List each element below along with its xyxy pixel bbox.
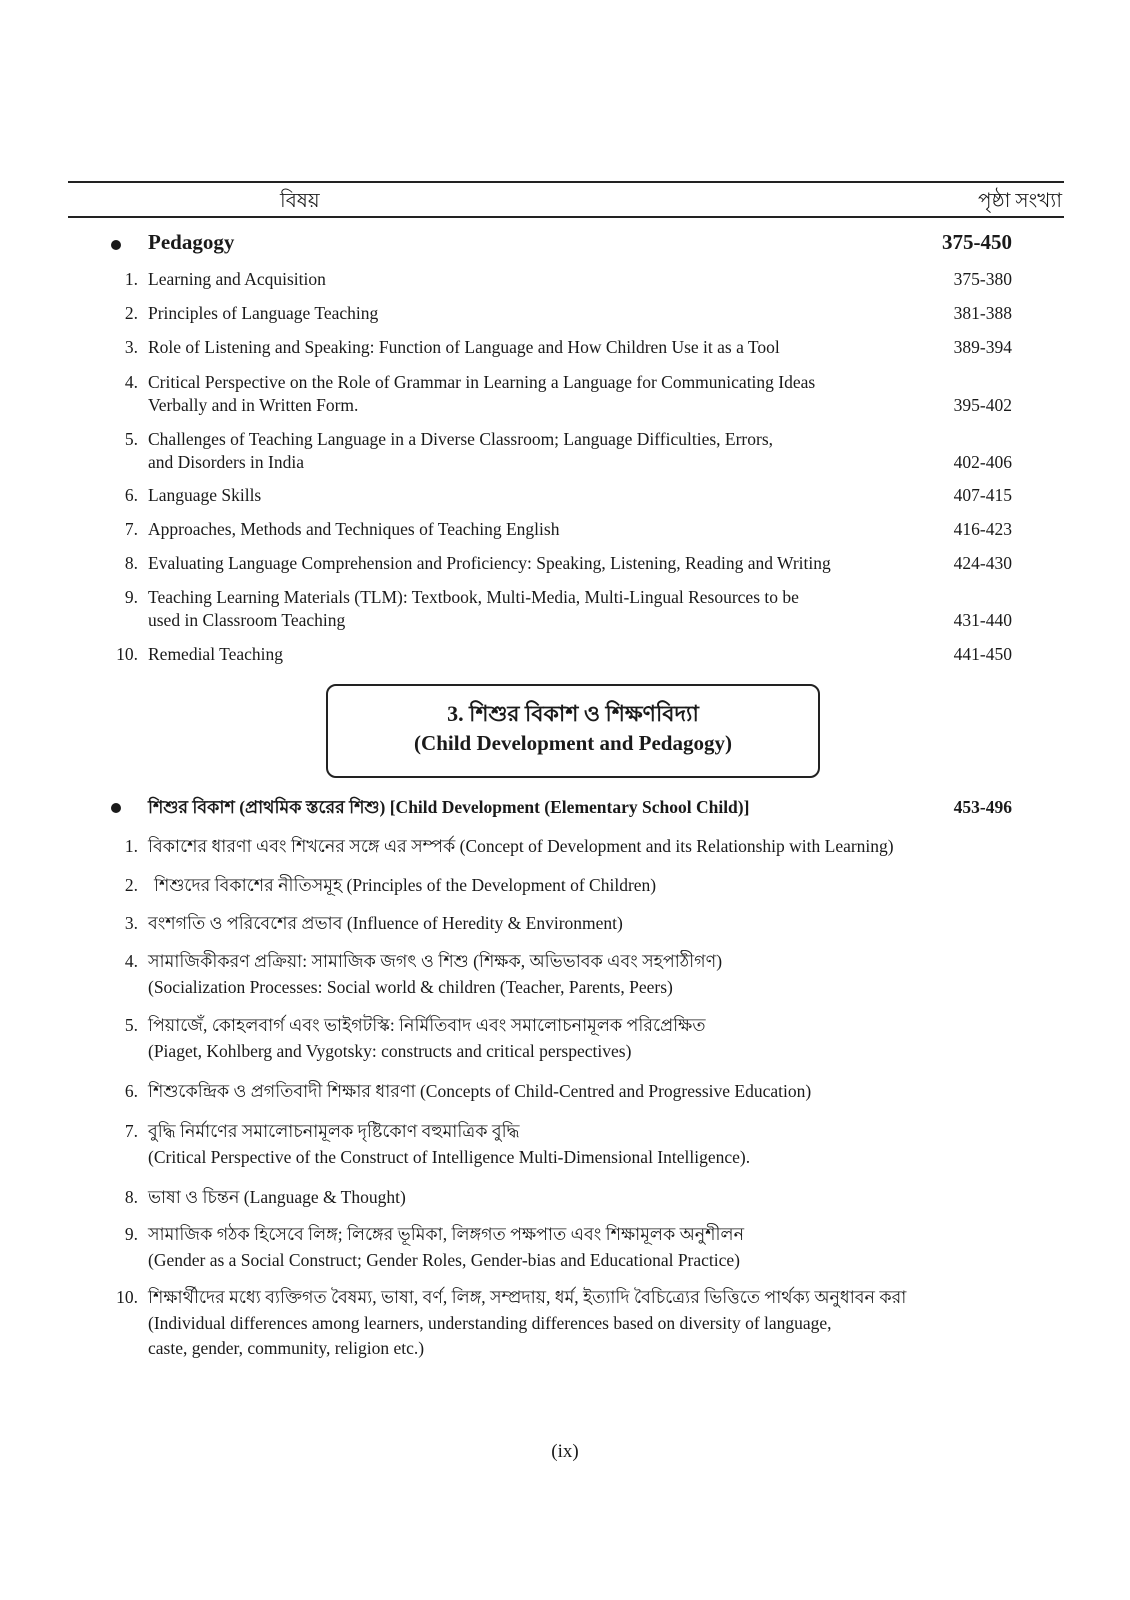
item-title-line-3: caste, gender, community, religion etc.) bbox=[148, 1338, 425, 1358]
item-title: Learning and Acquisition bbox=[148, 269, 326, 289]
item-title: শিশুদের বিকাশের নীতিসমূহ (Principles of the Development of Children) bbox=[154, 875, 657, 895]
item-title-line-1: সামাজিকীকরণ প্রক্রিয়া: সামাজিক জগৎ ও শিশু (শিক্ষক, অভিভাবক এবং সহপাঠীগণ) bbox=[148, 951, 723, 971]
item-number: 10. bbox=[116, 644, 138, 664]
bullet-icon bbox=[111, 803, 121, 813]
item-pages: 416-423 bbox=[953, 519, 1012, 539]
item-pages: 407-415 bbox=[953, 485, 1012, 505]
toc-item bbox=[108, 950, 1012, 1000]
top-rule bbox=[68, 181, 1064, 183]
item-title-line-2: used in Classroom Teaching bbox=[148, 610, 346, 630]
item-title: Role of Listening and Speaking: Function of Language and How Children Use it as a Tool bbox=[148, 337, 780, 357]
item-title-line-2: (Socialization Processes: Social world & children (Teacher, Parents, Peers) bbox=[148, 977, 673, 997]
item-title-line-1: শিক্ষার্থীদের মধ্যে ব্যক্তিগত বৈষম্য, ভাষা, বর্ণ, লিঙ্গ, সম্প্রদায়, ধর্ম, ইত্যাদি বৈচিত্র্যের ভিত্তিতে পার্থক্য অনুধাবন করা bbox=[148, 1287, 907, 1307]
toc-item bbox=[108, 1014, 1012, 1064]
item-title: Remedial Teaching bbox=[148, 644, 284, 664]
toc-item bbox=[108, 371, 1012, 417]
toc-item bbox=[108, 1223, 1012, 1273]
item-title-line-2: and Disorders in India bbox=[148, 452, 305, 472]
section-pedagogy-heading bbox=[108, 231, 1012, 259]
item-pages: 441-450 bbox=[953, 644, 1012, 664]
item-title-line-2: (Critical Perspective of the Construct of Intelligence Multi-Dimensional Intelligence). bbox=[148, 1147, 751, 1167]
item-number: 9. bbox=[124, 1224, 138, 1244]
item-pages: 431-440 bbox=[953, 610, 1012, 630]
item-number: 4. bbox=[124, 951, 138, 971]
item-number: 9. bbox=[124, 587, 138, 607]
section-pages: 453-496 bbox=[953, 797, 1012, 817]
item-title-line-1: সামাজিক গঠক হিসেবে লিঙ্গ; লিঙ্গের ভূমিকা, লিঙ্গগত পক্ষপাত এবং শিক্ষামূলক অনুশীলন bbox=[148, 1224, 745, 1244]
item-title-line-1: পিয়াজেঁ, কোহলবার্গ এবং ভাইগটস্কি: নির্মিতিবাদ এবং সমালোচনামূলক পরিপ্রেক্ষিত bbox=[148, 1015, 706, 1035]
page-column-header: পৃষ্ঠা সংখ্যা bbox=[978, 190, 1062, 212]
item-number: 2. bbox=[124, 875, 138, 895]
item-number: 3. bbox=[124, 337, 138, 357]
item-title: শিশুকেন্দ্রিক ও প্রগতিবাদী শিক্ষার ধারণা (Concepts of Child-Centred and Progressive Education) bbox=[148, 1081, 812, 1101]
item-number: 3. bbox=[124, 913, 138, 933]
item-title: ভাষা ও চিন্তন (Language & Thought) bbox=[148, 1187, 406, 1207]
item-number: 7. bbox=[124, 519, 138, 539]
toc-item bbox=[108, 428, 1012, 474]
item-title-line-2: (Piaget, Kohlberg and Vygotsky: constructs and critical perspectives) bbox=[148, 1041, 632, 1061]
chapter-title-bengali: 3. শিশুর বিকাশ ও শিক্ষণবিদ্যা bbox=[447, 701, 699, 726]
chapter-heading-box bbox=[326, 684, 820, 778]
item-title-line-2: Verbally and in Written Form. bbox=[148, 395, 359, 415]
item-pages: 375-380 bbox=[953, 269, 1012, 289]
item-number: 1. bbox=[124, 836, 138, 856]
item-title: বিকাশের ধারণা এবং শিখনের সঙ্গে এর সম্পর্ক (Concept of Development and its Relationship with Learning) bbox=[148, 836, 894, 856]
section-child-development-heading bbox=[108, 796, 1012, 820]
page-number: (ix) bbox=[551, 1441, 579, 1462]
item-number: 7. bbox=[124, 1121, 138, 1141]
item-title-line-2: (Gender as a Social Construct; Gender Roles, Gender-bias and Educational Practice) bbox=[148, 1250, 741, 1270]
item-title: Language Skills bbox=[148, 485, 262, 505]
item-number: 6. bbox=[124, 1081, 138, 1101]
item-number: 6. bbox=[124, 485, 138, 505]
toc-item bbox=[108, 1286, 1012, 1362]
item-title: Approaches, Methods and Techniques of Teaching English bbox=[148, 519, 560, 539]
section-title: Pedagogy bbox=[148, 230, 235, 254]
toc-item bbox=[108, 1120, 1012, 1170]
item-number: 8. bbox=[124, 1187, 138, 1207]
item-title-line-1: Teaching Learning Materials (TLM): Textbook, Multi-Media, Multi-Lingual Resources to be bbox=[148, 587, 799, 607]
item-title-line-2: (Individual differences among learners, understanding differences based on diversity of language, bbox=[148, 1313, 832, 1333]
item-title: Principles of Language Teaching bbox=[148, 303, 379, 323]
item-pages: 381-388 bbox=[953, 303, 1012, 323]
item-title-line-1: Challenges of Teaching Language in a Diverse Classroom; Language Difficulties, Errors, bbox=[148, 429, 774, 449]
item-number: 10. bbox=[116, 1287, 138, 1307]
section-pages: 375-450 bbox=[942, 230, 1012, 254]
header-rule bbox=[68, 216, 1064, 218]
item-pages: 402-406 bbox=[953, 452, 1012, 472]
item-number: 5. bbox=[124, 429, 138, 449]
item-number: 1. bbox=[124, 269, 138, 289]
chapter-title-english: (Child Development and Pedagogy) bbox=[414, 731, 732, 755]
item-number: 2. bbox=[124, 303, 138, 323]
subject-column-header: বিষয় bbox=[280, 190, 320, 212]
section-title: শিশুর বিকাশ (প্রাথমিক স্তরের শিশু) [Child Development (Elementary School Child)] bbox=[148, 797, 750, 817]
item-pages: 424-430 bbox=[953, 553, 1012, 573]
item-number: 8. bbox=[124, 553, 138, 573]
item-title: বংশগতি ও পরিবেশের প্রভাব (Influence of Heredity & Environment) bbox=[148, 913, 623, 933]
item-title: Evaluating Language Comprehension and Proficiency: Speaking, Listening, Reading and Writing bbox=[148, 553, 831, 573]
toc-item bbox=[108, 586, 1012, 632]
item-pages: 389-394 bbox=[953, 337, 1012, 357]
item-number: 4. bbox=[124, 372, 138, 392]
bullet-icon bbox=[111, 240, 121, 250]
item-pages: 395-402 bbox=[953, 395, 1012, 415]
item-number: 5. bbox=[124, 1015, 138, 1035]
item-title-line-1: বুদ্ধি নির্মাণের সমালোচনামূলক দৃষ্টিকোণ বহুমাত্রিক বুদ্ধি bbox=[148, 1121, 520, 1141]
item-title-line-1: Critical Perspective on the Role of Grammar in Learning a Language for Communicating Ideas bbox=[148, 372, 816, 392]
